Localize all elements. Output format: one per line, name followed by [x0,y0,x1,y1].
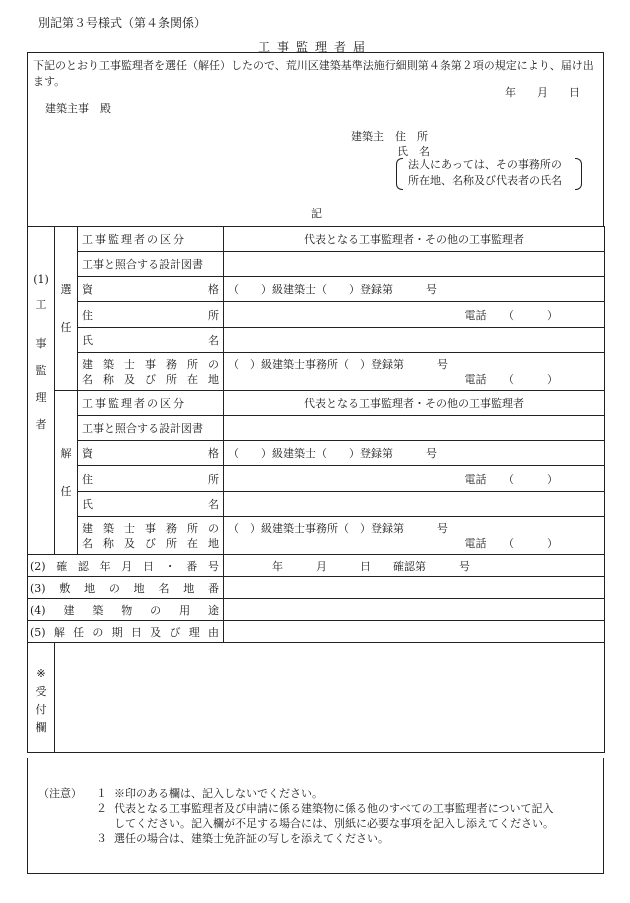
dismiss-office-value[interactable] [224,517,605,555]
date-fields[interactable] [505,84,601,100]
section1-label [28,227,55,555]
group-char-4: 理 [35,391,47,404]
dismiss-qualification-label [78,441,224,466]
intro-text: 下記のとおり工事監理者を選任（解任）したので、荒川区建築基準法施行細則第４条第２項の規定により、届け出ます。 [33,59,594,88]
group-char-1: 工 [35,298,47,311]
corp-note-line1: 法人にあっては、その事務所の [408,158,562,171]
dismiss-office-label-2: 名称及び所在地 [82,536,219,550]
appoint-qualification-label [78,277,224,302]
form-id: 別記第３号様式（第４条関係） [38,16,207,30]
appoint-name-text: 氏名 [82,334,219,347]
dismiss-label [55,391,78,555]
note-num-3: ３ [96,832,107,845]
appoint-office-phone: 電話 （ ） [464,372,558,386]
dismiss-name-label [78,492,224,517]
appoint-address-text: 住所 [82,308,219,322]
appoint-drawings-value[interactable] [224,252,605,277]
appoint-char-1: 選 [60,282,72,296]
owner-address-label: 建築主 住 所 [351,130,428,143]
form-title: 工事監理者届 [257,40,372,54]
section3-label-text: (3)敷地の地名地番 [30,581,219,595]
bracket-left [396,158,403,190]
appoint-drawings-label: 工事と照合する設計図書 [78,252,224,277]
corp-note-line2: 所在地、名称及び代表者の氏名 [408,174,562,187]
dismiss-category-value[interactable]: 代表となる工事監理者・その他の工事監理者 [224,391,605,416]
addressee: 建築主事 殿 [45,102,111,115]
reception-char-3: 付 [35,703,47,716]
section2-label-text: (2)確認年月日・番号 [30,559,219,573]
note-text-2: 代表となる工事監理者及び申請に係る建築物に係る他のすべての工事監理者について記入 [114,802,554,815]
section4-label-text: (4)建築物の用途 [30,603,219,617]
ki-label: 記 [311,207,322,220]
date-year: 年 [505,86,516,99]
reception-char-1: ※ [36,667,46,680]
reception-area[interactable] [55,643,605,753]
section2-label [28,555,224,577]
section4-value[interactable] [224,599,605,621]
group-char-3: 監 [35,364,47,377]
appoint-category-label: 工事監理者の区分 [78,227,224,252]
section5-label [28,621,224,643]
appoint-office-value-text: （ ）級建築士事務所（ ）登録第 号 [228,357,448,371]
appoint-office-label-2: 名称及び所在地 [82,372,219,386]
note-num-2: ２ [96,802,107,815]
appoint-char-2: 任 [60,320,72,334]
appoint-office-label-1: 建築士事務所の [82,357,219,371]
dismiss-office-label [78,517,224,555]
dismiss-char-1: 解 [60,446,72,460]
owner-name-label: 氏 名 [397,145,430,158]
section3-label [28,577,224,599]
dismiss-address-text: 住所 [82,472,219,486]
dismiss-name-text: 氏名 [82,498,219,511]
dismiss-qualification-value[interactable]: （ ）級建築士（ ）登録第 号 [224,441,605,466]
notes-heading: （注意） [38,787,82,800]
date-month: 月 [537,86,548,99]
section2-value[interactable]: 年 月 日 確認第 号 [224,555,605,577]
dismiss-address-label [78,466,224,492]
dismiss-office-phone: 電話 （ ） [464,536,558,550]
appoint-category-value[interactable]: 代表となる工事監理者・その他の工事監理者 [224,227,605,252]
group-char-2: 事 [35,337,47,350]
dismiss-office-label-1: 建築士事務所の [82,521,219,535]
dismiss-address-value[interactable]: 電話 （ ） [224,466,605,492]
corp-note-text [408,157,562,189]
reception-label [28,643,55,753]
section5-label-text: (5)解任の期日及び理由 [30,625,219,639]
reception-char-4: 欄 [35,721,47,734]
section4-label [28,599,224,621]
appoint-label [55,227,78,391]
note-text-2-cont: してください。記入欄が不足する場合には、別紙に必要な事項を記入し添えてください。 [114,817,554,830]
note-num-1: １ [96,787,107,800]
note-item-2-cont [96,816,554,831]
reception-char-2: 受 [35,685,47,698]
appoint-qualification-value[interactable]: （ ）級建築士（ ）登録第 号 [224,277,605,302]
note-item-2 [96,801,554,816]
section5-value[interactable] [224,621,605,643]
corp-note [396,157,582,191]
dismiss-office-value-text: （ ）級建築士事務所（ ）登録第 号 [228,521,448,535]
note-item-3 [96,831,389,846]
section1-num: (1) [33,273,49,286]
dismiss-qualification-text: 資格 [82,447,219,460]
note-text-1: ※印のある欄は、記入しないでください。 [114,787,323,800]
appoint-office-value[interactable] [224,353,605,391]
appoint-office-label [78,353,224,391]
appoint-address-value[interactable]: 電話 （ ） [224,302,605,328]
note-item-1 [96,786,323,801]
bracket-right [575,158,582,190]
section3-value[interactable] [224,577,605,599]
group-char-5: 者 [35,418,47,431]
appoint-address-label [78,302,224,328]
note-text-3: 選任の場合は、建築士免許証の写しを添えてください。 [114,832,389,845]
dismiss-name-value[interactable] [224,492,605,517]
dismiss-drawings-value[interactable] [224,416,605,441]
dismiss-category-label: 工事監理者の区分 [78,391,224,416]
appoint-name-label [78,328,224,353]
appoint-name-value[interactable] [224,328,605,353]
form-table [27,226,605,753]
dismiss-drawings-label: 工事と照合する設計図書 [78,416,224,441]
appoint-qualification-text: 資格 [82,283,219,296]
dismiss-char-2: 任 [60,484,72,498]
date-day: 日 [569,86,580,99]
